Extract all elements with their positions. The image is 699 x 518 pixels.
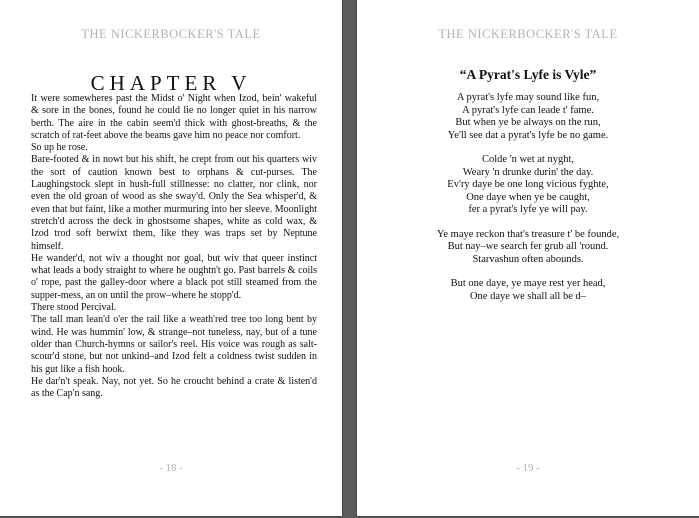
paragraph: It were somewheres past the Midst o' Night when Izod, bein' wakeful & sore in the bones, found he could lie no longer quiet in his narrow berth. The aire in the cabin seem'd thick with ghost-breaths, & the scratch of rat-feet above the beams gave him no peace nor comfort.	[31, 93, 317, 141]
poem-line: But when ye be always on the run,	[455, 117, 601, 128]
chapter-body	[31, 93, 317, 400]
poem-line: Weary 'n drunke durin' the day.	[462, 166, 594, 178]
stanza	[357, 229, 699, 267]
paragraph: He wander'd, not wiv a thought nor goal, but wiv that queer instinct what leads a body straight to where he oughtn't go. Past barrels & coils o' rope, past the galley-door where a black pot still steamed from the supper-mess, an on until the prow–where he stopp'd.	[31, 252, 317, 301]
stanza	[357, 278, 699, 303]
poem-line: A pyrat's lyfe can leade t' fame.	[462, 104, 594, 116]
poem-line: A pyrat's lyfe may sound like fun,	[456, 92, 600, 103]
paragraph: There stood Percival.	[31, 302, 117, 314]
poem-line: Ye'll see dat a pyrat's lyfe be no game.	[447, 129, 609, 141]
page-number: - 18 -	[159, 462, 183, 474]
poem-line: Ye maye reckon that's treasure t' be founde,	[436, 228, 620, 240]
poem-line: Colde 'n wet at nyght,	[481, 154, 574, 165]
paragraph: He dar'n't speak. Nay, not yet. So he croucht behind a crate & listen'd as the Cap'n sang.	[31, 375, 317, 400]
right-page	[357, 0, 699, 516]
chapter-title: CHAPTER V	[90, 71, 252, 95]
poem-line: But nay–we search fer grub all 'round.	[447, 241, 609, 252]
poem	[357, 92, 699, 315]
poem-line: Starvashun often abounds.	[472, 253, 584, 265]
poem-line: One daye we shall all be d–	[469, 290, 587, 302]
poem-line: One daye when ye be caught,	[466, 191, 590, 203]
page-number: - 19 -	[516, 462, 540, 474]
running-head: THE NICKERBOCKER'S TALE	[81, 27, 261, 41]
poem-line: fer a pyrat's lyfe ye will pay.	[468, 204, 588, 215]
stanza	[357, 154, 699, 217]
stanza	[357, 92, 699, 142]
paragraph: The tall man lean'd o'er the rail like a weath'red tree too long bent by wind. He was hummin' low, & strange–not tuneless, nay, but of a tune older than Church-hymns or sailor's reel. His voice was rough as salt-scour'd stone, but not unkind–and Izod felt a coldness twist sudden in his gut like a fish hook.	[31, 314, 317, 375]
paragraph: Bare-footed & in nowt but his shift, he crept from out his quarters wiv the sort of caution known best to orphans & cut-purses. The Laughingstock slept in hush-full stillnesse: no clatter, nor clink, nor even the old groan of wood as she sway'd. Only the Sea whisper'd, & even that but faint, like a mother murmuring into her sleeve. Moonlight stretch'd across the deck in ghostsome shapes, white as cold wax, & Izod trod soft berwixt them, like they was traps set by Neptune himself.	[31, 154, 317, 252]
poem-line: Ev'ry daye be one long vicious fyghte,	[447, 179, 609, 190]
poem-title: “A Pyrat's Lyfe is Vyle”	[459, 67, 597, 82]
running-head: THE NICKERBOCKER'S TALE	[438, 27, 618, 41]
paragraph: So up he rose.	[31, 142, 88, 154]
left-page	[0, 0, 342, 516]
poem-line: But one daye, ye maye rest yer head,	[450, 278, 606, 289]
